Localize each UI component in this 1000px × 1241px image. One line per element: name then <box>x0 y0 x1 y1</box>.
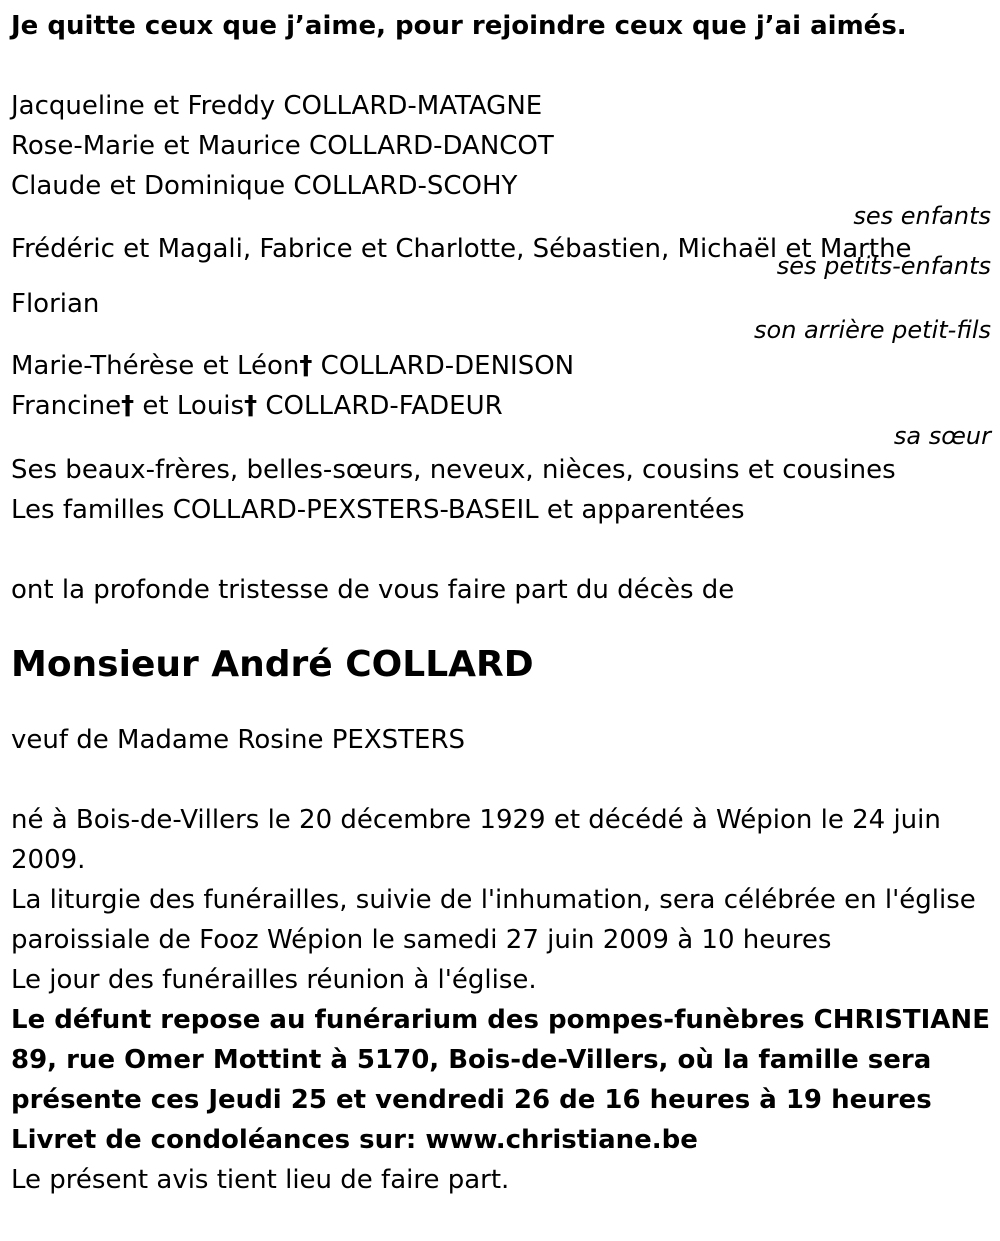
obituary-notice <box>11 0 991 1200</box>
sister-role: sa sœur <box>893 422 991 450</box>
sister-line-2 <box>11 386 991 426</box>
sister-line-2-after: COLLARD-FADEUR <box>257 391 503 421</box>
condolences: Livret de condoléances sur: www.christiane.be <box>11 1125 698 1155</box>
spacer <box>11 46 991 86</box>
closing: Le présent avis tient lieu de faire part. <box>11 1165 510 1195</box>
liturgy: La liturgie des funérailles, suivie de l'inhumation, sera célébrée en l'église paroissiale de Fooz Wépion le samedi 27 juin 2009 à 10 heures <box>11 885 976 955</box>
spacer <box>11 690 991 720</box>
announcement: ont la profonde tristesse de vous faire part du décès de <box>11 575 735 605</box>
child-line-1: Jacqueline et Freddy COLLARD-MATAGNE <box>11 91 543 121</box>
sister-line-2-before: Francine <box>11 391 122 421</box>
widower-of: veuf de Madame Rosine PEXSTERS <box>11 725 466 755</box>
child-line-3: Claude et Dominique COLLARD-SCOHY <box>11 171 518 201</box>
spacer <box>11 610 991 640</box>
relatives-line-2: Les familles COLLARD-PEXSTERS-BASEIL et apparentées <box>11 495 745 525</box>
cross-icon: † <box>244 391 258 421</box>
relatives-line-1: Ses beaux-frères, belles-sœurs, neveux, nièces, cousins et cousines <box>11 455 896 485</box>
great-grandchild-line: Florian <box>11 289 100 319</box>
sister-line-1 <box>11 346 991 386</box>
cross-icon: † <box>299 351 313 381</box>
cross-icon: † <box>121 391 135 421</box>
children-role: ses enfants <box>853 202 991 230</box>
spacer <box>11 530 991 570</box>
great-grandchild-role: son arrière petit-fils <box>754 316 991 344</box>
child-line-2: Rose-Marie et Maurice COLLARD-DANCOT <box>11 131 554 161</box>
sister-line-2-middle: et Louis <box>134 391 245 421</box>
deceased-name: Monsieur André COLLARD <box>11 644 534 685</box>
grandchildren-line: Frédéric et Magali, Fabrice et Charlotte, Sébastien, Michaël et Marthe <box>11 234 912 264</box>
sister-line-1-after: COLLARD-DENISON <box>312 351 575 381</box>
spacer <box>11 760 991 800</box>
funerarium: Le défunt repose au funérarium des pompes-funèbres CHRISTIANE 89, rue Omer Mottint à 5170, Bois-de-Villers, où la famille sera présente ces Jeudi 25 et vendredi 26 de 16 heures à 19 heures <box>11 1005 990 1115</box>
birth-death: né à Bois-de-Villers le 20 décembre 1929 et décédé à Wépion le 24 juin 2009. <box>11 805 941 875</box>
sister-line-1-before: Marie-Thérèse et Léon <box>11 351 300 381</box>
grandchildren-role: ses petits-enfants <box>776 252 991 280</box>
epigraph: Je quitte ceux que j’aime, pour rejoindre ceux que j’ai aimés. <box>11 11 907 41</box>
meeting: Le jour des funérailles réunion à l'église. <box>11 965 537 995</box>
